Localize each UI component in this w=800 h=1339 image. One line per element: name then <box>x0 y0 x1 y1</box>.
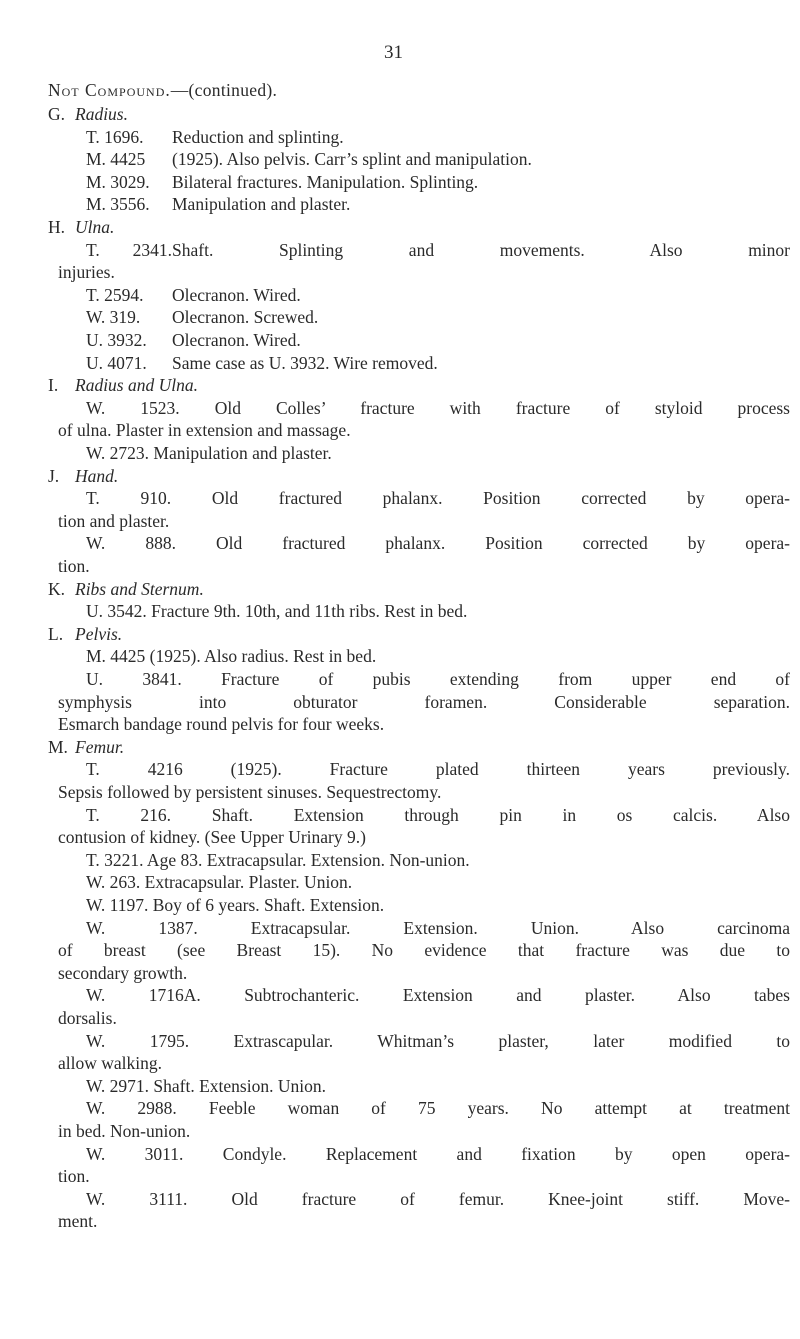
case-entry: W. 2988. Feeble woman of 75 years. No attempt at treatment <box>86 1098 790 1119</box>
page-number: 31 <box>384 42 403 63</box>
continuation-line: Sepsis followed by persistent sinuses. Sequestrectomy. <box>58 782 442 802</box>
case-code: M. 4425 <box>86 149 146 170</box>
section-title: Ulna. <box>75 217 115 237</box>
case-entry: W. 1795. Extrascapular. Whitman’s plaster, later modified to <box>86 1030 790 1051</box>
case-code: T. 2341. <box>86 239 172 260</box>
case-entry: M. 4425 (1925). Also radius. Rest in bed. <box>86 646 377 667</box>
section-title: Pelvis. <box>75 623 123 644</box>
section-title: Hand. <box>75 465 119 486</box>
section-title: Radius. <box>75 104 128 124</box>
continuation-line: secondary growth. <box>58 962 188 983</box>
continuation-line: tion and plaster. <box>58 510 170 531</box>
case-entry: T. 216. Shaft. Extension through pin in os calcis. Also <box>86 804 790 825</box>
continuation-line: injuries. <box>58 262 115 283</box>
section-heading <box>48 375 198 396</box>
case-entry <box>86 172 478 193</box>
case-text: Shaft. Splinting and movements. Also minor <box>172 239 790 260</box>
case-entry: W. 1716A. Subtrochanteric. Extension and plaster. Also tabes <box>86 985 790 1006</box>
continuation-line: tion. <box>58 1166 90 1187</box>
case-code: T. 2594. <box>86 284 144 305</box>
section-letter: H. <box>48 217 66 237</box>
case-code: U. 3932. <box>86 330 147 350</box>
case-text: Same case as U. 3932. Wire removed. <box>172 352 438 373</box>
case-text: Reduction and splinting. <box>172 126 344 147</box>
case-code: U. 4071. <box>86 352 147 373</box>
header-title: Not Compound. <box>48 80 171 100</box>
continuation-line: allow walking. <box>58 1053 163 1074</box>
continuation-line: in bed. Non-union. <box>58 1121 191 1141</box>
continuation-line: contusion of kidney. (See Upper Urinary 9.) <box>58 827 366 848</box>
section-heading <box>48 104 128 125</box>
case-entry: T. 4216 (1925). Fracture plated thirteen years previously. <box>86 759 790 780</box>
case-entry: W. 263. Extracapsular. Plaster. Union. <box>86 872 353 893</box>
case-entry: T. 910. Old fractured phalanx. Position corrected by opera- <box>86 488 790 509</box>
case-entry: W. 2723. Manipulation and plaster. <box>86 443 332 463</box>
section-letter: I. <box>48 375 59 396</box>
case-text: Bilateral fractures. Manipulation. Splinting. <box>172 171 479 192</box>
case-text: Olecranon. Screwed. <box>172 307 319 328</box>
case-entry: W. 3111. Old fracture of femur. Knee-joint stiff. Move- <box>86 1188 790 1209</box>
case-entry <box>86 353 438 374</box>
section-heading <box>48 217 114 238</box>
section-letter: L. <box>48 623 64 644</box>
case-entry <box>86 307 318 328</box>
case-entry <box>86 285 301 306</box>
case-entry: W. 888. Old fractured phalanx. Position corrected by opera- <box>86 533 790 554</box>
section-letter: K. <box>48 578 66 599</box>
section-heading <box>48 579 204 600</box>
case-entry <box>86 194 350 215</box>
case-entry: W. 1523. Old Colles’ fracture with fracture of styloid process <box>86 397 790 418</box>
case-entry: W. 3011. Condyle. Replacement and fixation by open opera- <box>86 1143 790 1164</box>
case-entry <box>86 127 344 148</box>
case-entry <box>86 149 532 170</box>
section-heading <box>48 624 122 645</box>
case-entry <box>86 330 301 351</box>
case-entry: T. 3221. Age 83. Extracapsular. Extension. Non-union. <box>86 849 470 870</box>
section-title: Femur. <box>75 736 125 757</box>
case-entry: U. 3542. Fracture 9th. 10th, and 11th ribs. Rest in bed. <box>86 601 468 622</box>
section-letter: G. <box>48 104 66 124</box>
section-title: Radius and Ulna. <box>75 375 198 396</box>
case-entry: W. 2971. Shaft. Extension. Union. <box>86 1075 326 1096</box>
running-header <box>48 80 277 101</box>
section-letter: M. <box>48 736 68 757</box>
case-text: Olecranon. Wired. <box>172 284 301 305</box>
case-entry: W. 1387. Extracapsular. Extension. Union. Also carcinoma <box>86 917 790 938</box>
case-text: Olecranon. Wired. <box>172 330 301 350</box>
section-heading <box>48 737 124 758</box>
section-title: Ribs and Sternum. <box>75 578 204 599</box>
case-code: T. 1696. <box>86 126 144 147</box>
continuation-line: tion. <box>58 556 90 576</box>
case-entry: W. 1197. Boy of 6 years. Shaft. Extension. <box>86 895 385 915</box>
continuation-line: symphysis into obturator foramen. Considerable separation. <box>58 691 790 712</box>
case-entry: U. 3841. Fracture of pubis extending from upper end of <box>86 669 790 689</box>
continuation-line: of breast (see Breast 15). No evidence that fracture was due to <box>58 940 790 961</box>
case-text: Manipulation and plaster. <box>172 194 351 215</box>
continuation-line: ment. <box>58 1211 98 1232</box>
case-code: W. 319. <box>86 307 141 328</box>
case-code: M. 3556. <box>86 194 150 215</box>
case-code: M. 3029. <box>86 171 150 192</box>
section-heading <box>48 466 118 487</box>
continuation-line: dorsalis. <box>58 1008 117 1028</box>
case-entry <box>86 240 790 261</box>
case-text: (1925). Also pelvis. Carr’s splint and manipulation. <box>172 149 532 170</box>
continuation-line: of ulna. Plaster in extension and massage. <box>58 420 351 441</box>
continuation-line: Esmarch bandage round pelvis for four weeks. <box>58 714 385 735</box>
header-suffix: —(continued). <box>170 80 278 100</box>
section-letter: J. <box>48 465 60 486</box>
